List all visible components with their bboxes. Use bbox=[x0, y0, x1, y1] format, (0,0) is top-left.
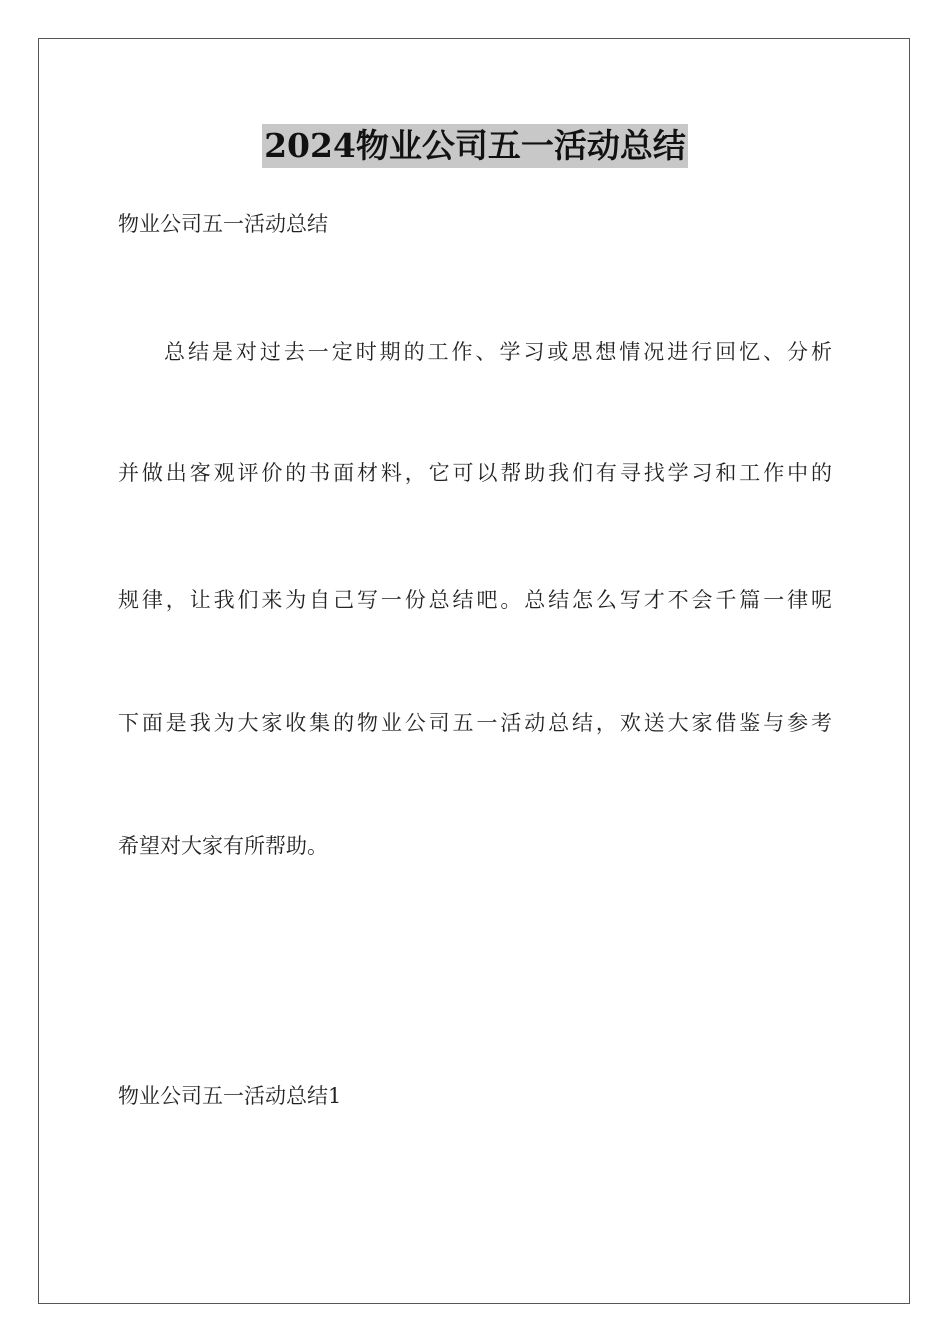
intro-line-4: 下面是我为大家收集的物业公司五一活动总结，欢送大家借鉴与参考 bbox=[118, 711, 832, 735]
document-title-block bbox=[0, 124, 950, 168]
section-heading: 物业公司五一活动总结1 bbox=[118, 1084, 342, 1108]
intro-line-2: 并做出客观评价的书面材料，它可以帮助我们有寻找学习和工作中的 bbox=[118, 461, 832, 485]
intro-line-1: 总结是对过去一定时期的工作、学习或思想情况进行回忆、分析 bbox=[164, 340, 832, 364]
intro-line-5: 希望对大家有所帮助。 bbox=[118, 834, 328, 858]
document-title: 2024物业公司五一活动总结 bbox=[262, 124, 688, 168]
document-subtitle: 物业公司五一活动总结 bbox=[118, 212, 328, 236]
intro-line-3: 规律，让我们来为自己写一份总结吧。总结怎么写才不会千篇一律呢 bbox=[118, 588, 832, 612]
